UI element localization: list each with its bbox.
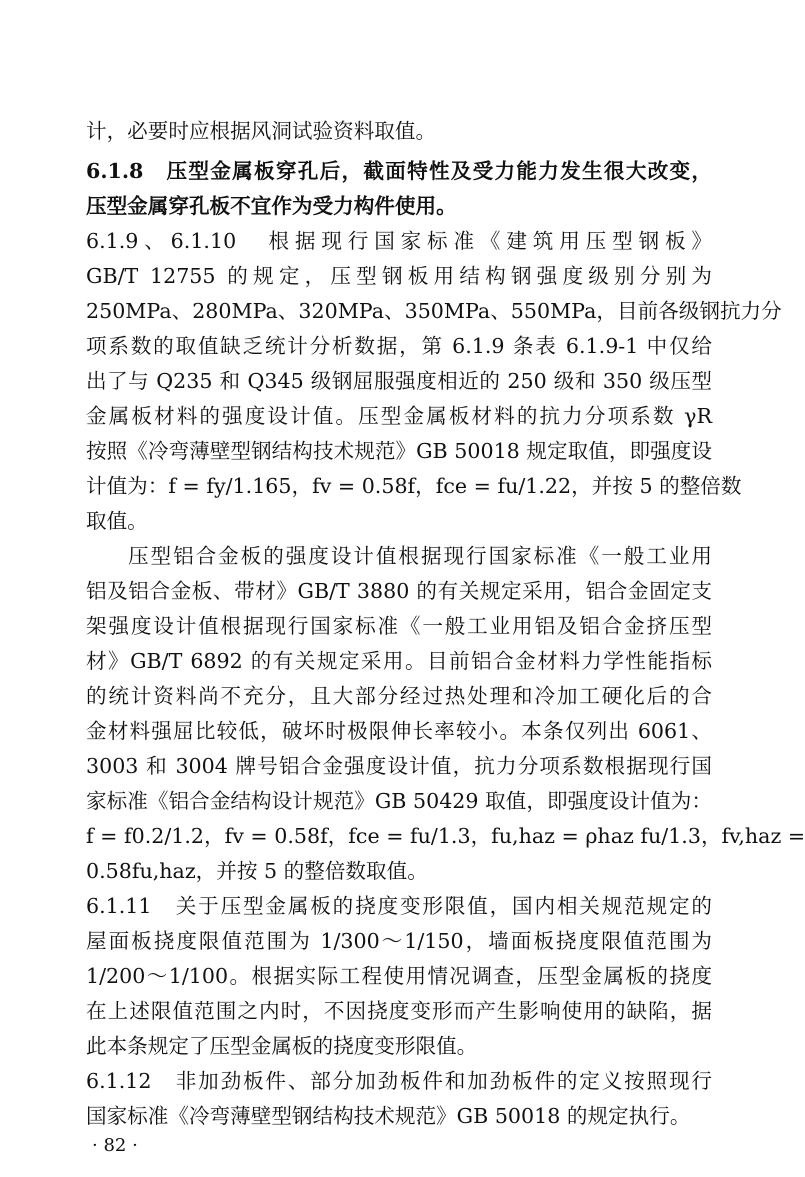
clause-6-1-9-line-9: 取值。 [86,509,148,533]
clause-6-1-9-line-6: 金属板材料的强度设计值。压型金属板材料的抗力分项系数 γR [86,404,712,428]
aluminium-paragraph-line-8: 家标准《铝合金结构设计规范》GB 50429 取值，即强度设计值为： [86,789,712,813]
aluminium-paragraph-line-4: 材》GB/T 6892 的有关规定采用。目前铝合金材料力学性能指标 [86,649,712,673]
aluminium-paragraph-line-6: 金材料强屈比较低，破坏时极限伸长率较小。本条仅列出 6061、 [86,719,712,743]
clause-6-1-9-line-2: GB/T 12755 的规定，压型钢板用结构钢强度级别分别为 [86,264,712,288]
clause-6-1-11-line-5: 此本条规定了压型金属板的挠度变形限值。 [86,1034,478,1058]
aluminium-paragraph-line-5: 的统计资料尚不充分，且大部分经过热处理和冷加工硬化后的合 [86,684,712,708]
clause-6-1-11-line-2: 屋面板挠度限值范围为 1/300～1/150，墙面板挠度限值范围为 [86,929,712,953]
text-line-1: 计，必要时应根据风洞试验资料取值。 [86,119,437,143]
clause-6-1-9-line-5: 出了与 Q235 和 Q345 级钢屈服强度相近的 250 级和 350 级压型 [86,369,712,393]
formula-line-2: f = f0.2/1.2，fv = 0.58f，fce = fu/1.3，fu,haz = ρhaz fu/1.3，fv,haz = [86,824,805,848]
clause-6-1-9-line-3: 250MPa、280MPa、320MPa、350MPa、550MPa，目前各级钢抗力分 [86,299,782,323]
clause-6-1-8-line-2: 压型金属穿孔板不宜作为受力构件使用。 [86,194,457,218]
aluminium-paragraph-line-3: 架强度设计值根据现行国家标准《一般工业用铝及铝合金挤压型 [86,614,712,638]
clause-6-1-8-line-1: 6.1.8 压型金属板穿孔后，截面特性及受力能力发生很大改变， [86,159,712,183]
clause-6-1-12-line-2: 国家标准《冷弯薄壁型钢结构技术规范》GB 50018 的规定执行。 [86,1104,691,1128]
aluminium-paragraph-line-1: 压型铝合金板的强度设计值根据现行国家标准《一般工业用 [128,544,712,568]
clause-6-1-11-line-3: 1/200～1/100。根据实际工程使用情况调查，压型金属板的挠度 [86,964,712,988]
clause-6-1-11-line-1: 6.1.11 关于压型金属板的挠度变形限值，国内相关规范规定的 [86,894,712,918]
clause-6-1-12-line-1: 6.1.12 非加劲板件、部分加劲板件和加劲板件的定义按照现行 [86,1069,712,1093]
clause-6-1-9-line-7: 按照《冷弯薄壁型钢结构技术规范》GB 50018 规定取值，即强度设 [86,439,712,463]
clause-6-1-11-line-4: 在上述限值范围之内时，不因挠度变形而产生影响使用的缺陷，据 [86,999,712,1023]
clause-6-1-9-line-1: 6.1.9、6.1.10 根据现行国家标准《建筑用压型钢板》 [86,229,712,253]
page-number: · 82 · [92,1135,138,1156]
aluminium-paragraph-line-7: 3003 和 3004 牌号铝合金强度设计值，抗力分项系数根据现行国 [86,754,712,778]
aluminium-paragraph-line-2: 铝及铝合金板、带材》GB/T 3880 的有关规定采用，铝合金固定支 [86,579,712,603]
clause-6-1-9-line-4: 项系数的取值缺乏统计分析数据，第 6.1.9 条表 6.1.9-1 中仅给 [86,334,712,358]
formula-line-1: 计值为：f = fy/1.165，fv = 0.58f，fce = fu/1.22，并按 5 的整倍数 [86,474,742,498]
aluminium-paragraph-line-10: 0.58fu,haz，并按 5 的整倍数取值。 [86,859,428,883]
